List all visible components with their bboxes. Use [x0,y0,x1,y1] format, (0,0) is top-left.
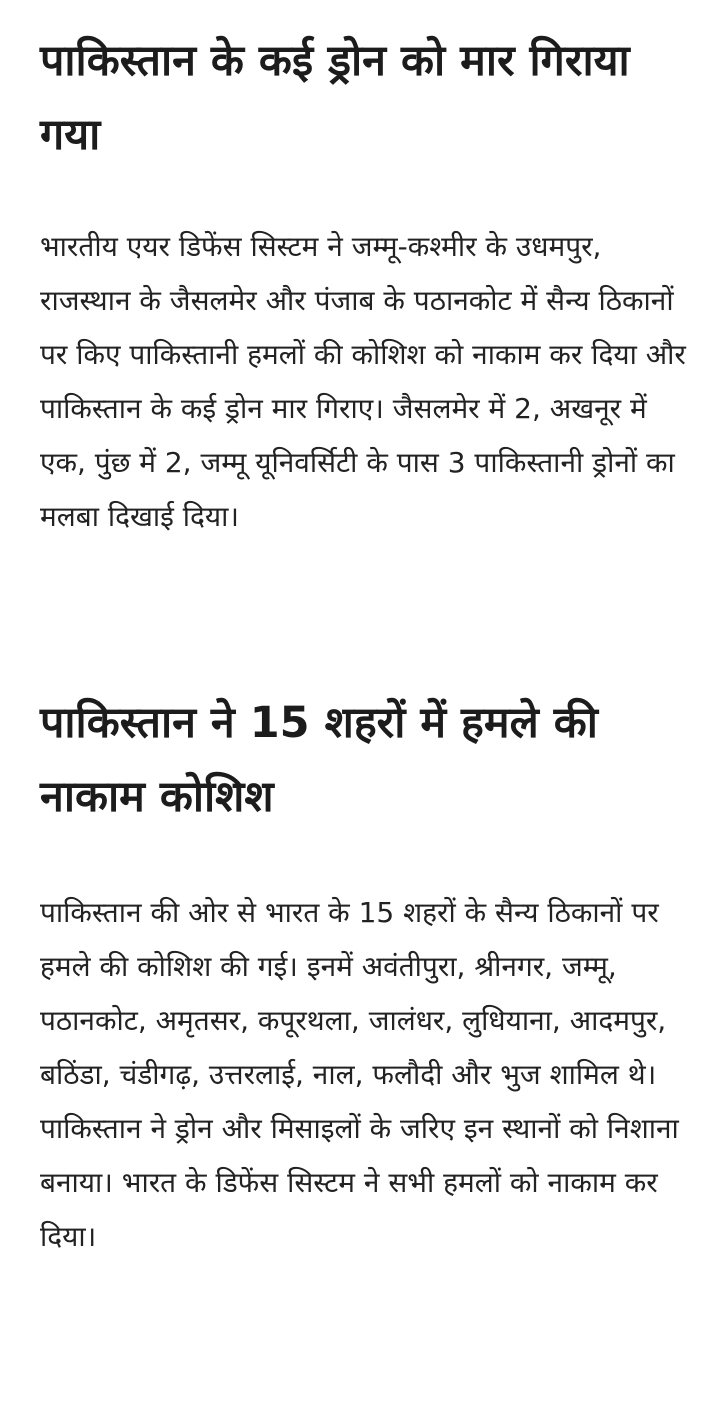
section-heading: पाकिस्तान के कई ड्रोन को मार गिराया गया [40,36,630,160]
section-heading: पाकिस्तान ने 15 शहरों में हमले की नाकाम कोशिश [40,698,598,822]
section-paragraph: पाकिस्तान की ओर से भारत के 15 शहरों के सैन्य ठिकानों पर हमले की कोशिश की गई। इनमें अवंतीपुरा, श्रीनगर, जम्मू, पठानकोट, अमृतसर, कपूरथला, जालंधर, लुधियाना, आदमपुर, बठिंडा, चंडीगढ़, उत्तरलाई, नाल, फलौदी और भुज शामिल थे। पाकिस्तान ने ड्रोन और मिसाइलों के जरिए इन स्थानों को निशाना बनाया। भारत के डिफेंस सिस्टम ने सभी हमलों को नाकाम कर दिया। [40,896,679,1253]
section-paragraph: भारतीय एयर डिफेंस सिस्टम ने जम्मू-कश्मीर के उधमपुर, राजस्थान के जैसलमेर और पंजाब के पठानकोट में सैन्य ठिकानों पर किए पाकिस्तानी हमलों की कोशिश को नाकाम कर दिया और पाकिस्तान के कई ड्रोन मार गिराए। जैसलमेर में 2, अखनूर में एक, पुंछ में 2, जम्मू यूनिवर्सिटी के पास 3 पाकिस्तानी ड्रोनों का मलबा दिखाई दिया। [40,230,686,533]
